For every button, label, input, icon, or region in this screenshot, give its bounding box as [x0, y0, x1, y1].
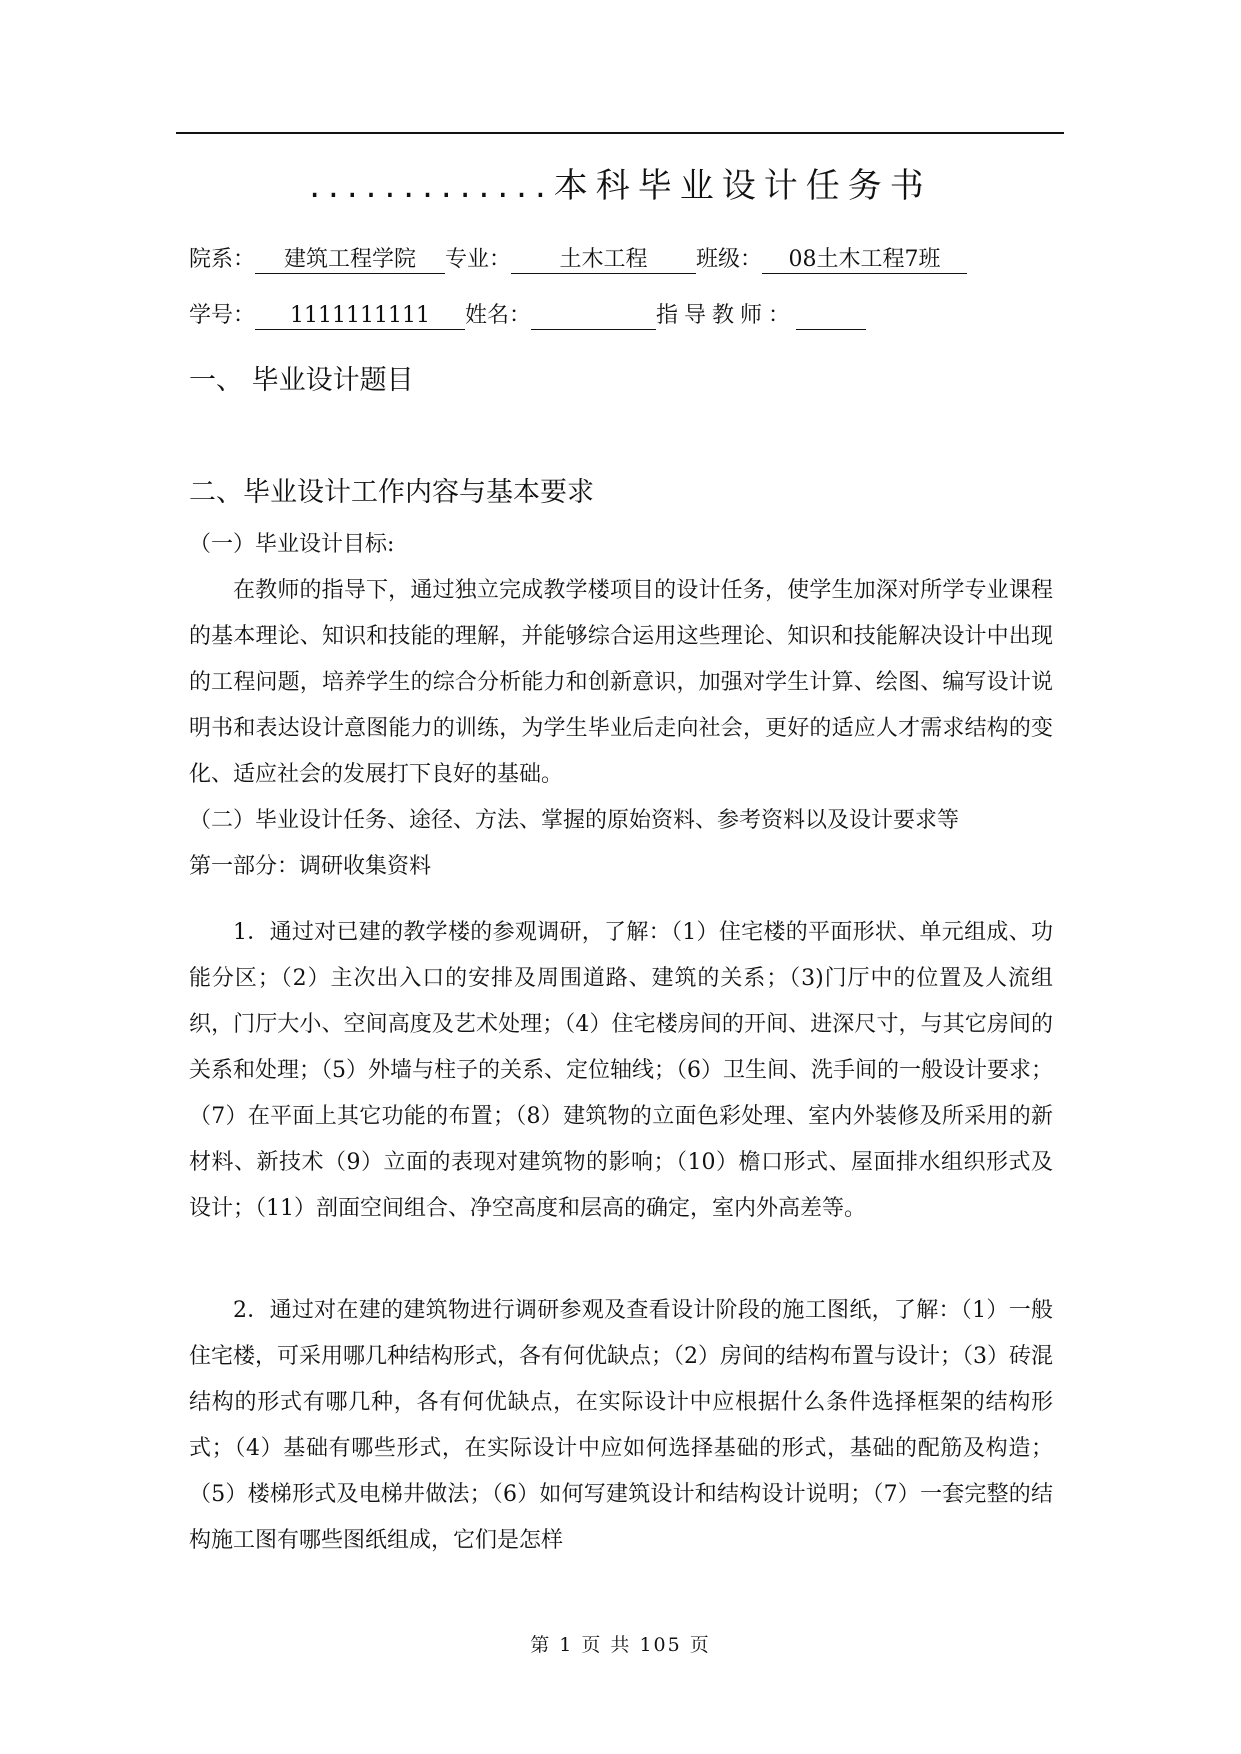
paragraph-objectives: 在教师的指导下，通过独立完成教学楼项目的设计任务，使学生加深对所学专业课程的基本理论、知识和技能的理解，并能够综合运用这些理论、知识和技能解决设计中出现的工程问题，培养学生的综合分析能力和创新意识，加强对学生计算、绘图、编写设计说明书和表达设计意图能力的训练，为学生毕业后走向社会，更好的适应人才需求结构的变化、适应社会的发展打下良好的基础。 [189, 578, 1053, 787]
name-label: 姓名： [465, 303, 532, 328]
info-row-2 [189, 298, 866, 330]
dept-value: 建筑工程学院 [255, 247, 445, 274]
subsection-1-heading: （一）毕业设计目标: [189, 532, 395, 557]
paragraph-survey-1: 1．通过对已建的教学楼的参观调研，了解：（1）住宅楼的平面形状、单元组成、功能分区；（2）主次出入口的安排及周围道路、建筑的关系；（3)门厅中的位置及人流组织，门厅大小、空间高度及艺术处理；（4）住宅楼房间的开间、进深尺寸，与其它房间的关系和处理；（5）外墙与柱子的关系、定位轴线；（6）卫生间、洗手间的一般设计要求；（7）在平面上其它功能的布置；（8）建筑物的立面色彩处理、室内外装修及所采用的新材料、新技术（9）立面的表现对建筑物的影响；（10）檐口形式、屋面排水组织形式及设计；（11）剖面空间组合、净空高度和层高的确定，室内外高差等。 [189, 920, 1054, 1221]
teacher-label: 指导教师： [656, 303, 797, 328]
paragraph-survey-2: 2．通过对在建的建筑物进行调研参观及查看设计阶段的施工图纸，了解：（1）一般住宅楼，可采用哪几种结构形式，各有何优缺点；（2）房间的结构布置与设计；（3）砖混结构的形式有哪几种，各有何优缺点，在实际设计中应根据什么条件选择框架的结构形式；（4）基础有哪些形式，在实际设计中应如何选择基础的形式，基础的配筋及构造；（5）楼梯形式及电梯井做法；（6）如何写建筑设计和结构设计说明；（7）一套完整的结构施工图有哪些图纸组成，它们是怎样 [189, 1298, 1053, 1553]
major-label: 专业： [445, 247, 512, 272]
teacher-value [796, 303, 866, 330]
major-value: 土木工程 [511, 247, 696, 274]
section-2-heading: 二、毕业设计工作内容与基本要求 [189, 477, 594, 508]
class-label: 班级： [696, 247, 763, 272]
dept-label: 院系： [189, 247, 256, 272]
document-title: .............本科毕业设计任务书 [309, 166, 932, 206]
part-1-heading: 第一部分：调研收集资料 [189, 854, 432, 879]
student-id-value: 1111111111 [255, 303, 465, 330]
class-value: 08土木工程7班 [762, 247, 967, 274]
subsection-2-heading: （二）毕业设计任务、途径、方法、掌握的原始资料、参考资料以及设计要求等 [189, 808, 960, 833]
header-rule [176, 132, 1064, 134]
page-number: 第 1 页 共 105 页 [530, 1634, 711, 1656]
name-value [531, 303, 656, 330]
info-row-1 [189, 242, 967, 274]
student-id-label: 学号： [189, 303, 256, 328]
section-1-heading: 一、 毕业设计题目 [189, 365, 414, 396]
